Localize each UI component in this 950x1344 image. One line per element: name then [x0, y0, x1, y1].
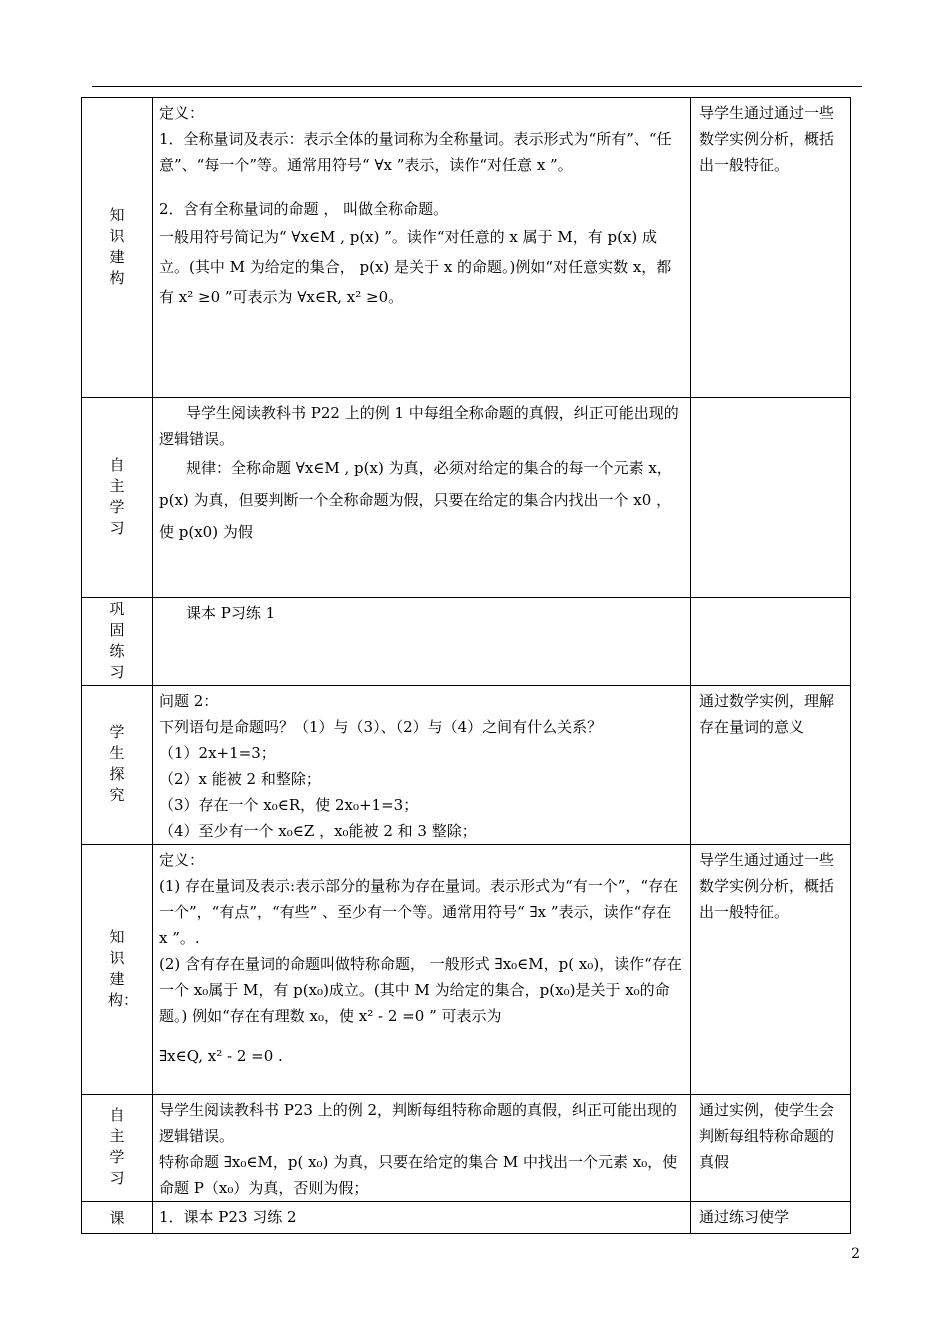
table-row — [82, 686, 851, 845]
table-row — [82, 598, 851, 686]
table-row — [82, 398, 851, 598]
row-note — [691, 598, 851, 686]
row-label: 自主学习 — [82, 1095, 153, 1202]
row-note: 导学生通过通过一些数学实例分析，概括出一般特征。 — [691, 98, 851, 398]
row-content: 导学生阅读教科书 P23 上的例 2，判断每组特称命题的真假，纠正可能出现的逻辑错误。 特称命题 ∃x₀∈M，p( x₀) 为真，只要在给定的集合 M 中找出一个元素 x₀，使命题 P（x₀）为真，否则为假； — [153, 1095, 691, 1202]
row-note: 通过练习使学 — [691, 1202, 851, 1234]
header-rule — [92, 86, 862, 87]
row-content: 1．课本 P23 习练 2 — [153, 1202, 691, 1234]
row-note: 通过实例，使学生会判断每组特称命题的真假 — [691, 1095, 851, 1202]
row-note: 通过数学实例，理解存在量词的意义 — [691, 686, 851, 845]
table-row — [82, 845, 851, 1095]
row-content: 课本 P习练 1 — [153, 598, 691, 686]
row-content: 定义： (1) 存在量词及表示:表示部分的量称为存在量词。表示形式为“有一个”，“存在一个”，“有点”，“有些” 、至少有一个等。通常用符号“ ∃x ”表示，读作“存在 x ”。. (2) 含有存在量词的命题叫做特称命题， 一般形式 ∃x₀∈M，p( x₀)，读作“存在一个 x₀属于 M，有 p(x₀)成立。(其中 M 为给定的集合，p(x₀)是关于 x₀的命题。) 例如“存在有理数 x₀，使 x² - 2 =0 ” 可表示为 ∃x∈Q, x² - 2 =0 . — [153, 845, 691, 1095]
row-label: 自主学习 — [82, 398, 153, 598]
row-note — [691, 398, 851, 598]
row-content: 定义： 1．全称量词及表示：表示全体的量词称为全称量词。表示形式为“所有”、“任意”、“每一个”等。通常用符号“ ∀x ”表示，读作“对任意 x ”。 2．含有全称量词的命题 ， 叫做全称命题。 一般用符号简记为“ ∀x∈M , p(x) ”。读作“对任意的 x 属于 M，有 p(x) 成立。(其中 M 为给定的集合， p(x) 是关于 x 的命题。)例如“对任意实数 x，都有 x² ≥0 ”可表示为 ∀x∈R, x² ≥0。 — [153, 98, 691, 398]
row-label: 学生探究 — [82, 686, 153, 845]
lesson-plan-table — [81, 97, 851, 1234]
row-content: 问题 2： 下列语句是命题吗？（1）与（3）、（2）与（4）之间有什么关系？ （1）2x+1=3； （2）x 能被 2 和整除； （3）存在一个 x₀∈R，使 2x₀+1=3； （4）至少有一个 x₀∈Z ，x₀能被 2 和 3 整除； — [153, 686, 691, 845]
row-label: 知识建构： — [82, 845, 153, 1095]
table-row — [82, 1202, 851, 1234]
table-row — [82, 98, 851, 398]
page-number: 2 — [851, 1246, 860, 1262]
table-row — [82, 1095, 851, 1202]
row-label: 知识建构 — [82, 98, 153, 398]
row-label: 巩固练习 — [82, 598, 153, 686]
row-note: 导学生通过通过一些数学实例分析，概括出一般特征。 — [691, 845, 851, 1095]
row-label: 课 — [82, 1202, 153, 1234]
row-content: 导学生阅读教科书 P22 上的例 1 中每组全称命题的真假，纠正可能出现的逻辑错误。 规律：全称命题 ∀x∈M , p(x) 为真，必须对给定的集合的每一个元素 x， p(x) 为真，但要判断一个全称命题为假，只要在给定的集合内找出一个 x0 ，使 p(x0) 为假 — [153, 398, 691, 598]
